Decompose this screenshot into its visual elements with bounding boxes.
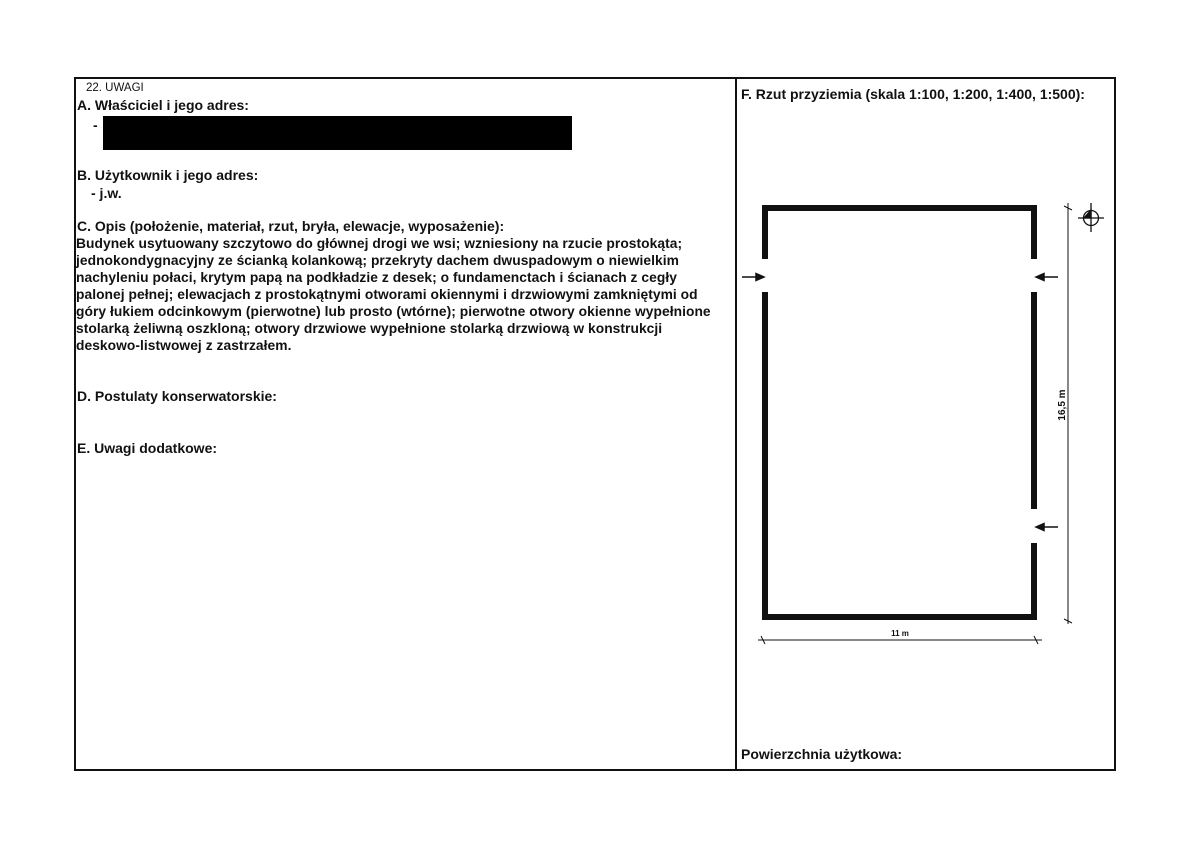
notes-label: E. Uwagi dodatkowe: <box>77 440 218 456</box>
width-dimension-label: 11 m <box>891 629 909 638</box>
arrow-right-lower-entrance-icon <box>1036 524 1058 531</box>
arrow-right-entrance-icon <box>1036 274 1058 281</box>
redaction-bar <box>103 116 572 150</box>
description-line: nachyleniu połaci, krytym papą na podkładzie z desek; o fundamenctach i ścianach z cegły <box>76 270 677 285</box>
owner-label: A. Właściciel i jego adres: <box>77 97 249 113</box>
section-number: 22. UWAGI <box>86 82 144 94</box>
entrance-arrows <box>742 274 1058 531</box>
description-line: Budynek usytuowany szczytowo do głównej drogi we wsi; wzniesiony na rzucie prostokąta; <box>76 236 683 251</box>
owner-value: - <box>93 117 98 133</box>
usable-area-label: Powierzchnia użytkowa: <box>741 746 903 762</box>
description-line: deskowo-listwowej z zastrzałem. <box>76 338 292 353</box>
plan-walls <box>765 208 1034 617</box>
description-line: palonej pełnej; elewacjach z prostokątnymi otworami okiennymi i drzwiowymi zamkniętymi od <box>76 287 698 302</box>
arrow-left-entrance-icon <box>742 274 764 281</box>
description-label: C. Opis (położenie, materiał, rzut, bryła, elewacje, wyposażenie): <box>77 218 505 234</box>
height-dimension-label: 16,5 m <box>1057 389 1068 421</box>
user-value: - j.w. <box>91 185 122 201</box>
description-line: góry łukiem odcinkowym (pierwotne) lub prosto (wtórne); pierwotne otwory okienne wypełnione <box>76 304 711 319</box>
floor-plan-title: F. Rzut przyziemia (skala 1:100, 1:200, 1:400, 1:500): <box>741 86 1085 102</box>
description-line: jednokondygnacyjny ze ścianką kolankową; przekryty dachem dwuspadowym o niewielkim <box>76 253 679 268</box>
user-label: B. Użytkownik i jego adres: <box>77 167 259 183</box>
conservation-label: D. Postulaty konserwatorskie: <box>77 388 277 404</box>
floor-plan-drawing <box>737 180 1115 660</box>
north-arrow-icon <box>1078 203 1104 232</box>
description-line: stolarką żeliwną oszkloną; otwory drzwiowe wypełnione stolarką drzwiową w konstrukcji <box>76 321 663 336</box>
